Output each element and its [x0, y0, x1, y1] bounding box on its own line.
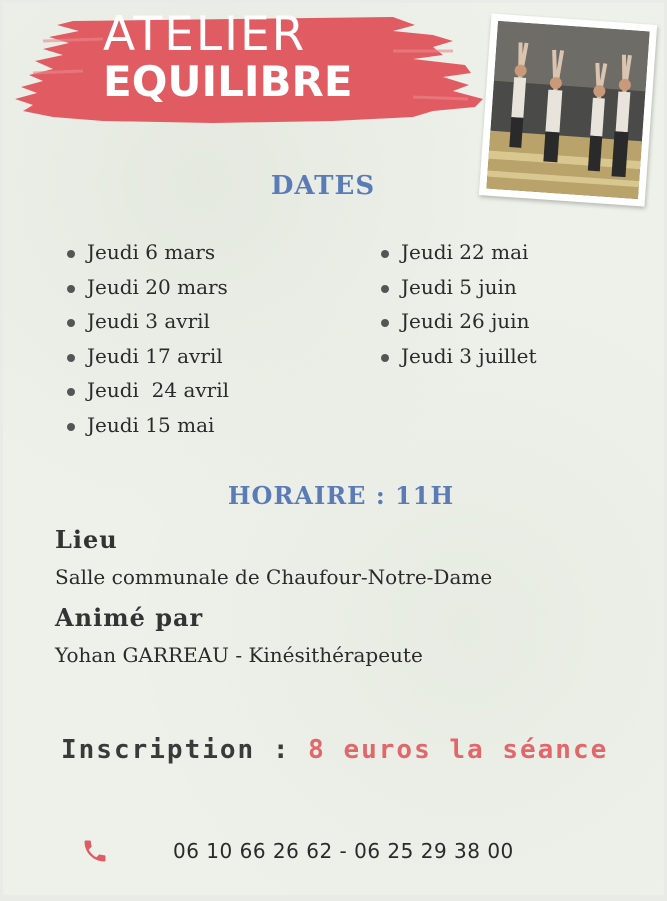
date-item: Jeudi 26 juin [377, 304, 537, 339]
anime-par-label: Animé par [55, 603, 204, 632]
inscription-label: Inscription : [61, 735, 291, 765]
flyer-page [3, 3, 664, 895]
lieu-value: Salle communale de Chaufour-Notre-Dame [55, 565, 493, 589]
date-item: Jeudi 17 avril [63, 339, 229, 374]
bullet-icon [381, 354, 389, 362]
date-item: Jeudi 5 juin [377, 270, 537, 305]
phone-numbers: 06 10 66 26 62 - 06 25 29 38 00 [173, 839, 514, 863]
bullet-icon [67, 354, 75, 362]
date-item: Jeudi 15 mai [63, 408, 229, 443]
bullet-icon [67, 319, 75, 327]
date-item: Jeudi 6 mars [63, 235, 229, 270]
bullet-icon [67, 423, 75, 431]
date-item: Jeudi 24 avril [63, 373, 229, 408]
bullet-icon [67, 250, 75, 258]
dates-list-column-1 [63, 235, 229, 442]
bullet-icon [67, 285, 75, 293]
dates-heading: DATES [270, 171, 376, 201]
bullet-icon [67, 388, 75, 396]
bullet-icon [381, 319, 389, 327]
lieu-label: Lieu [55, 525, 118, 554]
phone-icon [81, 837, 109, 865]
dates-list-column-2 [377, 235, 537, 373]
date-item: Jeudi 20 mars [63, 270, 229, 305]
anime-par-value: Yohan GARREAU - Kinésithérapeute [55, 643, 423, 667]
bullet-icon [381, 285, 389, 293]
date-item: Jeudi 22 mai [377, 235, 537, 270]
title-line2: EQUILIBRE [103, 57, 353, 106]
date-item: Jeudi 3 avril [63, 304, 229, 339]
horaire-heading: HORAIRE : 11H [227, 481, 455, 510]
bullet-icon [381, 250, 389, 258]
date-item: Jeudi 3 juillet [377, 339, 537, 374]
inscription-line [61, 735, 608, 765]
title-line1: ATELIER [103, 7, 307, 62]
inscription-price: 8 euros la séance [308, 735, 609, 765]
